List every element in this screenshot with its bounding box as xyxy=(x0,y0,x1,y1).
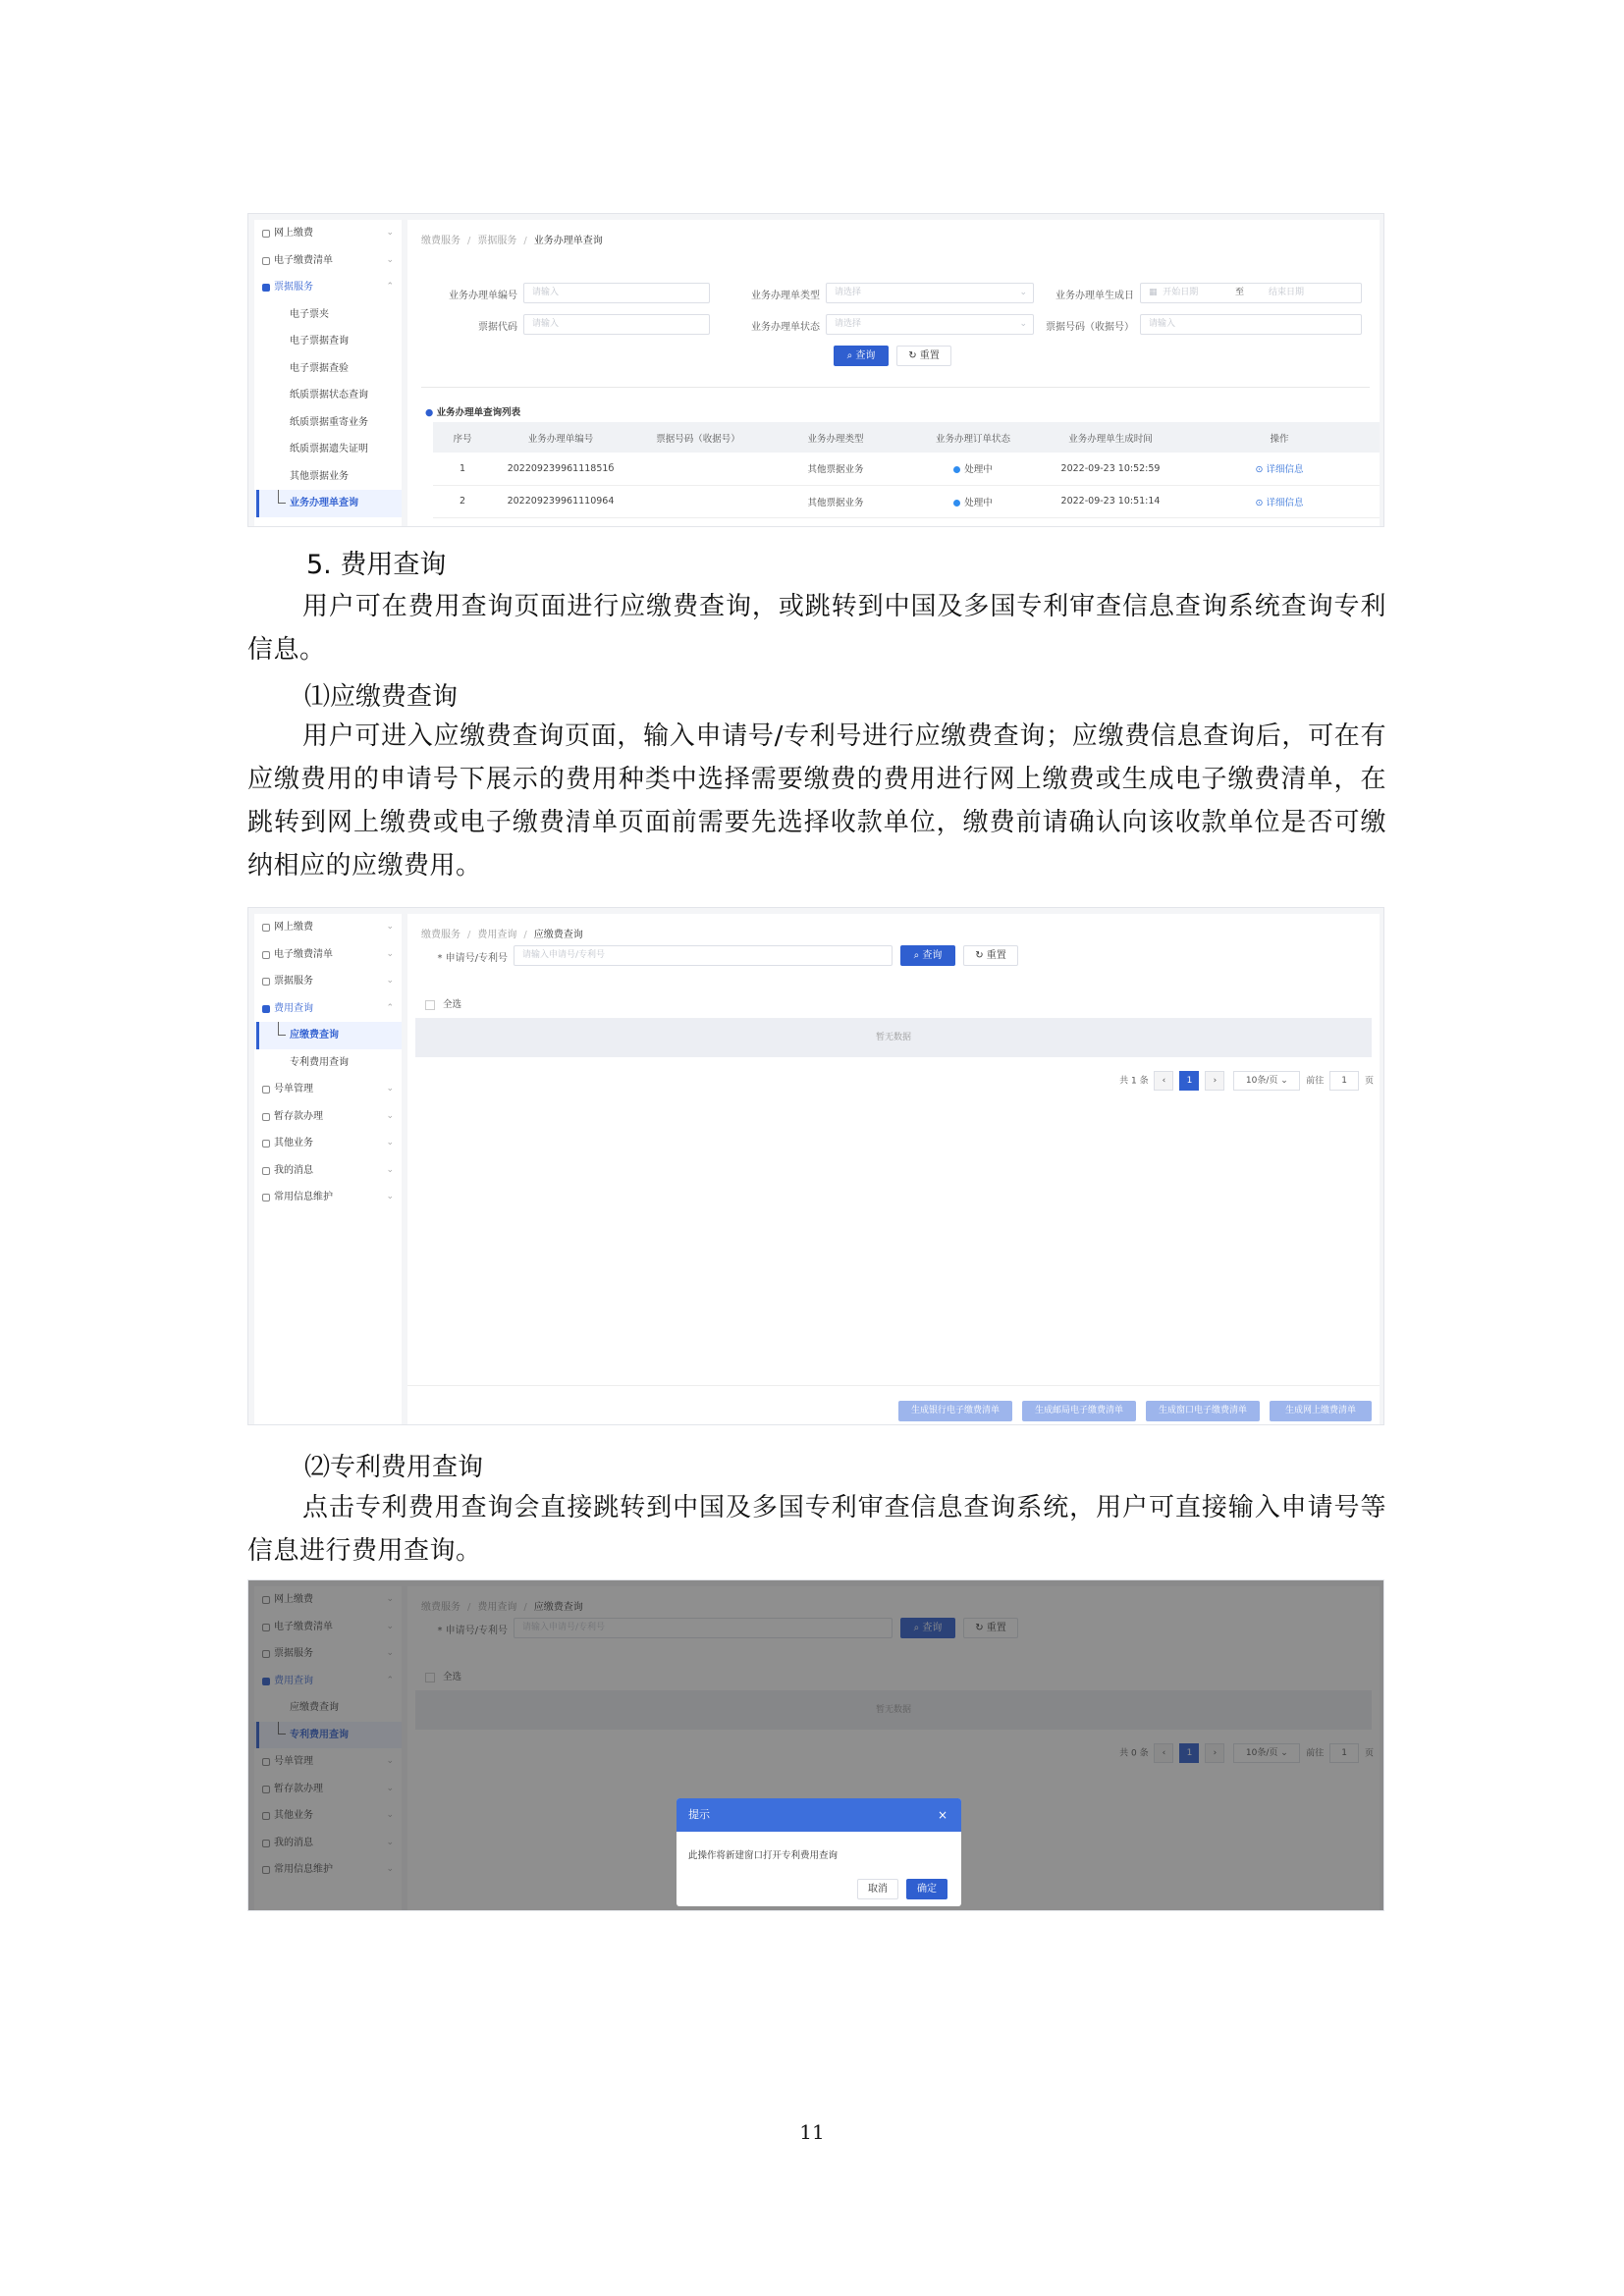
table-cell: 20220923996111851б xyxy=(492,453,629,485)
confirm-dialog xyxy=(677,1798,961,1906)
reset-button[interactable]: ↻ 重置 xyxy=(896,346,951,366)
sidebar-subitem[interactable] xyxy=(254,490,402,517)
sidebar-item[interactable] xyxy=(254,941,402,969)
divider xyxy=(421,387,1370,388)
chevron-down-icon: ⌄ xyxy=(1019,288,1027,297)
sidebar-item[interactable] xyxy=(254,274,402,301)
menu-icon xyxy=(262,924,270,932)
order-date-label: 业务办理单生成日 xyxy=(1056,291,1134,301)
chevron-up-icon: ⌃ xyxy=(386,282,394,292)
sidebar-item-label: 票据服务 xyxy=(274,282,313,293)
sidebar-item-label: 其他业务 xyxy=(274,1138,313,1148)
ok-button[interactable]: 确定 xyxy=(906,1879,947,1899)
table-cell: 处理中 xyxy=(904,485,1042,517)
breadcrumb-current: 业务办理单查询 xyxy=(533,236,603,246)
table-cell: 2 xyxy=(433,485,492,517)
order-table xyxy=(433,422,1380,518)
order-no-label: 业务办理单编号 xyxy=(449,291,517,301)
table-cell[interactable] xyxy=(1179,453,1380,485)
paragraph-due-fee: 用户可进入应缴费查询页面，输入申请号/专利号进行应缴费查询；应缴费信息查询后，可在有应缴费用的申请号下展示的费用种类中选择需要缴费的费用进行网上缴费或生成电子缴费清单，在跳转到网上缴费或电子缴费清单页面前需要先选择收款单位，缴费前请确认向该收款单位是否可缴纳相应的应缴费用。 xyxy=(247,721,1386,881)
bill-no-label: 票据号码（收据号） xyxy=(1046,322,1134,333)
status-dot-icon xyxy=(953,500,960,507)
sidebar-item-label: 纸质票据重寄业务 xyxy=(290,416,368,428)
chevron-down-icon: ⌄ xyxy=(386,976,394,986)
order-no-input[interactable]: 请输入 xyxy=(523,283,710,303)
dialog-message: 此操作将新建窗口打开专利费用查询 xyxy=(688,1850,839,1861)
goto-page-input[interactable]: 1 xyxy=(1329,1071,1359,1091)
chevron-up-icon: ⌃ xyxy=(386,1002,394,1013)
sidebar-item-label: 专利费用查询 xyxy=(290,1056,349,1068)
sidebar-item[interactable] xyxy=(254,220,402,247)
subheading-patent-fee-query: ⑵专利费用查询 xyxy=(304,1453,484,1482)
sidebar xyxy=(254,914,402,1424)
detail-link[interactable]: ⊙ 详细信息 xyxy=(1255,464,1304,476)
table-header: 业务办理单编号 xyxy=(492,422,629,453)
select-all-checkbox[interactable]: 全选 xyxy=(425,996,461,1010)
breadcrumb-item[interactable]: 票据服务 xyxy=(477,236,517,246)
tree-connector xyxy=(278,490,286,504)
sidebar-item-label: 业务办理单查询 xyxy=(290,498,358,508)
sidebar-item[interactable] xyxy=(254,1103,402,1131)
page-size-select[interactable]: 10条/页 ⌄ xyxy=(1233,1071,1300,1091)
sidebar-item-label: 纸质票据遗失证明 xyxy=(290,444,368,454)
app-no-input[interactable]: 请输入申请号/专利号 xyxy=(514,945,893,966)
menu-icon xyxy=(262,230,270,238)
chevron-down-icon: ⌄ xyxy=(386,1110,394,1121)
table-cell: 2022-09-23 10:52:59 xyxy=(1042,453,1179,485)
dialog-header xyxy=(677,1798,961,1832)
query-button[interactable]: ⌕ 查询 xyxy=(900,945,955,966)
main-panel xyxy=(407,914,1380,1424)
sidebar-subitem[interactable] xyxy=(254,1022,402,1049)
sidebar-subitem[interactable] xyxy=(254,301,402,329)
subheading-due-fee-query: ⑴应缴费查询 xyxy=(304,682,459,712)
chevron-down-icon: ⌄ xyxy=(386,1138,394,1148)
sidebar-item-label: 费用查询 xyxy=(274,1002,313,1014)
sidebar-item-label: 其他票据业务 xyxy=(290,470,349,482)
sidebar-item-label: 电子缴费清单 xyxy=(274,254,333,266)
sidebar-item-label: 电子缴费清单 xyxy=(274,948,333,960)
menu-icon xyxy=(262,978,270,986)
order-type-select[interactable]: 请选择 ⌄ xyxy=(826,283,1034,303)
sidebar-item-label: 我的消息 xyxy=(274,1164,313,1176)
table-header: 操作 xyxy=(1179,422,1380,453)
chevron-down-icon: ⌄ xyxy=(386,1164,394,1175)
table-header: 业务办理类型 xyxy=(767,422,904,453)
menu-icon xyxy=(262,257,270,265)
cancel-button[interactable]: 取消 xyxy=(857,1879,898,1899)
sidebar-item-label: 电子票夹 xyxy=(290,308,329,320)
sidebar-item[interactable] xyxy=(254,995,402,1023)
chevron-down-icon: ⌄ xyxy=(386,1192,394,1201)
order-date-range[interactable]: ▦ 开始日期 至 结束日期 xyxy=(1140,283,1362,303)
chevron-down-icon: ⌄ xyxy=(386,254,394,265)
breadcrumb: 缴费服务 / 票据服务 / 业务办理单查询 xyxy=(421,236,603,246)
page-number: 11 xyxy=(799,2120,825,2144)
breadcrumb-item[interactable]: 缴费服务 xyxy=(421,236,460,246)
sidebar-subitem[interactable] xyxy=(254,328,402,355)
sidebar-item-label: 电子票据查验 xyxy=(290,362,349,374)
section-heading-5: 5. 费用查询 xyxy=(306,550,447,580)
table-cell[interactable] xyxy=(1179,485,1380,517)
sidebar-subitem[interactable] xyxy=(254,355,402,383)
screenshot-due-fee-query xyxy=(247,907,1384,1425)
sidebar-item[interactable] xyxy=(254,968,402,995)
sidebar-item[interactable] xyxy=(254,1130,402,1157)
close-icon[interactable]: × xyxy=(937,1808,947,1822)
search-icon: ⌕ xyxy=(913,950,920,961)
refresh-icon: ↻ xyxy=(975,950,984,961)
sidebar-item-label: 网上缴费 xyxy=(274,228,313,239)
table-cell xyxy=(629,453,767,485)
sidebar-item[interactable] xyxy=(254,247,402,275)
paragraph-intro: 用户可在费用查询页面进行应缴费查询，或跳转到中国及多国专利审查信息查询系统查询专利信息。 xyxy=(247,592,1386,665)
list-title: ● 业务办理单查询列表 xyxy=(425,407,521,418)
screenshot-bill-order-query xyxy=(247,213,1384,527)
paragraph-patent-fee: 点击专利费用查询会直接跳转到中国及多国专利审查信息查询系统，用户可直接输入申请号等信息进行费用查询。 xyxy=(247,1493,1386,1566)
bill-no-input[interactable]: 请输入 xyxy=(1140,314,1362,335)
table-cell: 其他票据业务 xyxy=(767,485,904,517)
sidebar-item[interactable] xyxy=(254,1076,402,1103)
sidebar-item-label: 票据服务 xyxy=(274,976,313,987)
search-icon: ⌕ xyxy=(846,350,853,361)
table-header: 业务办理单生成时间 xyxy=(1042,422,1179,453)
table-header: 序号 xyxy=(433,422,492,453)
table-cell: 1 xyxy=(433,453,492,485)
breadcrumb-item[interactable]: 缴费服务 xyxy=(421,930,460,940)
table-cell xyxy=(629,485,767,517)
page-button[interactable]: 1 xyxy=(1179,1071,1199,1091)
sidebar-item-label: 应缴费查询 xyxy=(290,1030,339,1041)
calendar-icon: ▦ xyxy=(1149,288,1158,297)
order-status-select[interactable]: 请选择 ⌄ xyxy=(826,314,1034,335)
menu-icon xyxy=(262,1113,270,1121)
sidebar-subitem[interactable] xyxy=(254,409,402,437)
sidebar-item-label: 电子票据查询 xyxy=(290,336,349,347)
sidebar-subitem[interactable] xyxy=(254,382,402,409)
screenshot-patent-fee-query xyxy=(247,1579,1384,1911)
status-dot-icon xyxy=(953,466,960,473)
menu-icon xyxy=(262,1005,270,1013)
menu-icon xyxy=(262,284,270,292)
sidebar-item-label: 号单管理 xyxy=(274,1084,313,1095)
breadcrumb-current: 应缴费查询 xyxy=(533,930,583,940)
sidebar-item[interactable] xyxy=(254,914,402,941)
empty-data: 暂无数据 xyxy=(415,1018,1372,1057)
tree-connector xyxy=(278,1022,286,1036)
bill-code-input[interactable]: 请输入 xyxy=(523,314,710,335)
sidebar-item-label: 暂存款办理 xyxy=(274,1110,323,1122)
refresh-icon: ↻ xyxy=(908,350,917,361)
table-header: 票据号码（收据号） xyxy=(629,422,767,453)
app-no-label: * 申请号/专利号 xyxy=(437,953,508,964)
order-status-label: 业务办理单状态 xyxy=(751,322,820,333)
reset-button[interactable]: ↻ 重置 xyxy=(963,945,1018,966)
chevron-down-icon: ⌄ xyxy=(386,1084,394,1094)
menu-icon xyxy=(262,951,270,959)
main-panel xyxy=(407,220,1380,526)
menu-icon xyxy=(262,1140,270,1148)
sidebar-item-label: 纸质票据状态查询 xyxy=(290,390,368,400)
query-button[interactable]: ⌕ 查询 xyxy=(834,346,889,366)
breadcrumb: 缴费服务 / 费用查询 / 应缴费查询 xyxy=(421,930,583,940)
table-cell: 20220923996111096​4 xyxy=(492,485,629,517)
detail-link[interactable]: ⊙ 详细信息 xyxy=(1255,497,1304,508)
table-row xyxy=(433,485,1380,517)
gen-online-list-button[interactable]: 生成网上缴费清单 xyxy=(1270,1401,1372,1421)
gen-window-list-button[interactable]: 生成窗口电子缴费清单 xyxy=(1146,1401,1260,1421)
sidebar-subitem[interactable] xyxy=(254,436,402,463)
sidebar-item[interactable] xyxy=(254,1157,402,1185)
table-row xyxy=(433,453,1380,485)
bill-code-label: 票据代码 xyxy=(478,322,517,333)
order-type-label: 业务办理单类型 xyxy=(751,291,820,301)
sidebar-subitem[interactable] xyxy=(254,1049,402,1077)
table-header: 业务办理订单状态 xyxy=(904,422,1042,453)
menu-icon xyxy=(262,1167,270,1175)
menu-icon xyxy=(262,1086,270,1094)
sidebar-item-label: 常用信息维护 xyxy=(274,1192,333,1202)
sidebar-item-label: 网上缴费 xyxy=(274,922,313,933)
dialog-title: 提示 xyxy=(688,1808,710,1821)
table-cell: 处理中 xyxy=(904,453,1042,485)
menu-icon xyxy=(262,1194,270,1201)
gen-post-list-button[interactable]: 生成邮局电子缴费清单 xyxy=(1022,1401,1136,1421)
sidebar xyxy=(254,220,402,526)
pagination: 共 1 条 ‹ 1 › 10条/页 ⌄ 前往 1 页 xyxy=(1119,1071,1374,1091)
prev-page-button[interactable]: ‹ xyxy=(1154,1071,1173,1091)
gen-bank-list-button[interactable]: 生成银行电子缴费清单 xyxy=(898,1401,1012,1421)
chevron-down-icon: ⌄ xyxy=(386,922,394,932)
sidebar-subitem[interactable] xyxy=(254,463,402,491)
footer-divider xyxy=(407,1385,1380,1386)
breadcrumb-item[interactable]: 费用查询 xyxy=(477,930,517,940)
next-page-button[interactable]: › xyxy=(1205,1071,1224,1091)
chevron-down-icon: ⌄ xyxy=(1019,319,1027,329)
chevron-down-icon: ⌄ xyxy=(386,228,394,238)
table-cell: 其他票据业务 xyxy=(767,453,904,485)
sidebar-item[interactable] xyxy=(254,1184,402,1211)
chevron-down-icon: ⌄ xyxy=(386,948,394,959)
table-cell: 2022-09-23 10:51:14 xyxy=(1042,485,1179,517)
